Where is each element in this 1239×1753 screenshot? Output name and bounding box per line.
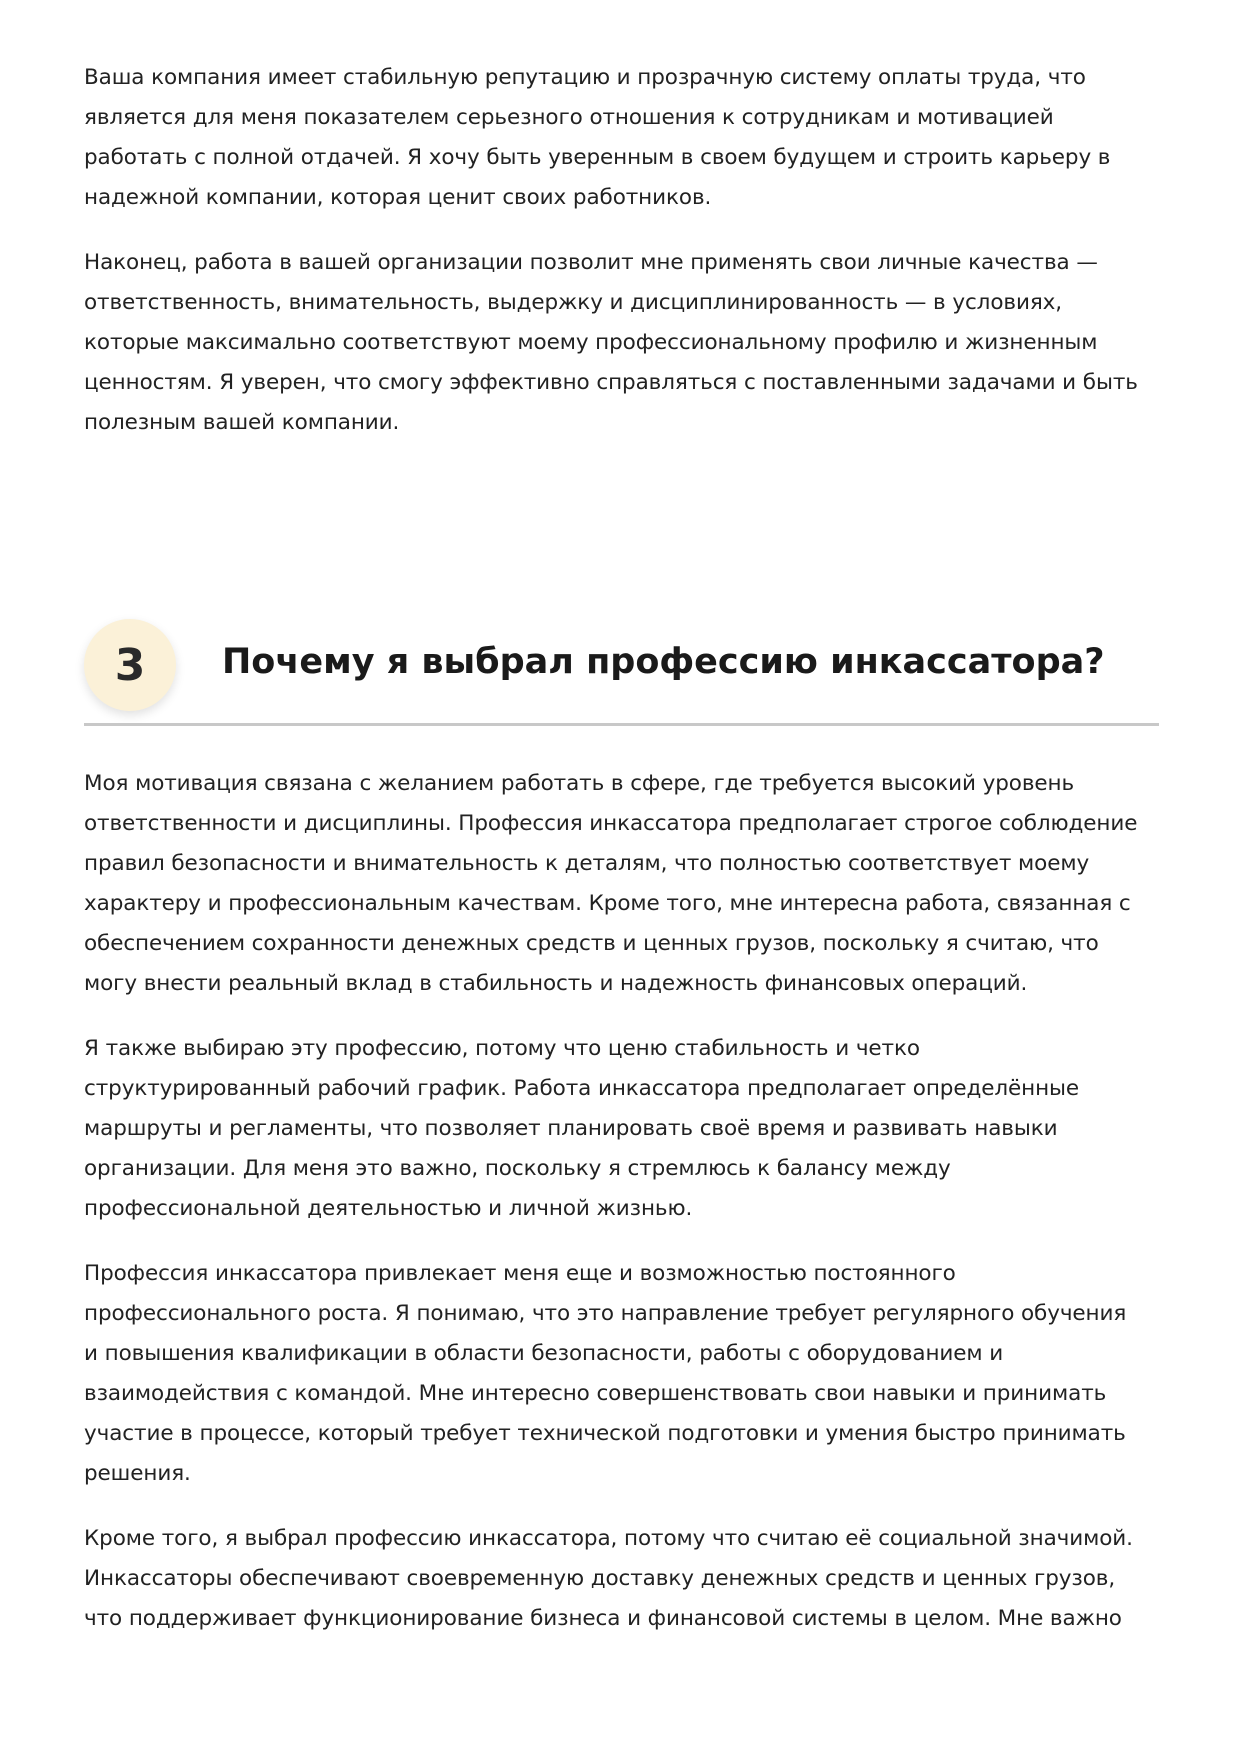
section-text-block xyxy=(84,764,1159,1664)
section-title: Почему я выбрал профессию инкассатора? xyxy=(222,642,1105,682)
paragraph: Наконец, работа в вашей организации позволит мне применять свои личные качества — ответственность, внимательность, выдержку и дисциплинированность — в условиях, которые максимально соответствуют моему профессиональному профилю и жизненным ценностям. Я уверен, что смогу эффективно справляться с поставленными задачами и быть полезным вашей компании. xyxy=(84,250,1138,435)
section-divider xyxy=(84,723,1159,726)
paragraph: Я также выбираю эту профессию, потому что ценю стабильность и четко структурированный рабочий график. Работа инкассатора предполагает определённые маршруты и регламенты, что позволяет планировать своё время и развивать навыки организации. Для меня это важно, поскольку я стремлюсь к балансу между профессиональной деятельностью и личной жизнью. xyxy=(84,1036,1080,1221)
intro-text-block xyxy=(84,58,1159,468)
section-header xyxy=(84,619,1159,724)
section-number-badge: 3 xyxy=(84,619,176,711)
paragraph: Ваша компания имеет стабильную репутацию и прозрачную систему оплаты труда, что является для меня показателем серьезного отношения к сотрудникам и мотивацией работать с полной отдачей. Я хочу быть уверенным в своем будущем и строить карьеру в надежной компании, которая ценит своих работников. xyxy=(84,65,1111,210)
paragraph: Кроме того, я выбрал профессию инкассатора, потому что считаю её социальной значимой. Инкассаторы обеспечивают своевременную доставку денежных средств и ценных грузов, что поддерживает функционирование бизнеса и финансовой системы в целом. Мне важно xyxy=(84,1526,1133,1631)
paragraph: Профессия инкассатора привлекает меня еще и возможностью постоянного профессионального роста. Я понимаю, что это направление требует регулярного обучения и повышения квалификации в области безопасности, работы с оборудованием и взаимодействия с командой. Мне интересно совершенствовать свои навыки и принимать участие в процессе, который требует технической подготовки и умения быстро принимать решения. xyxy=(84,1261,1127,1486)
paragraph: Моя мотивация связана с желанием работать в сфере, где требуется высокий уровень ответственности и дисциплины. Профессия инкассатора предполагает строгое соблюдение правил безопасности и внимательность к деталям, что полностью соответствует моему характеру и профессиональным качествам. Кроме того, мне интересна работа, связанная с обеспечением сохранности денежных средств и ценных грузов, поскольку я считаю, что могу внести реальный вклад в стабильность и надежность финансовых операций. xyxy=(84,771,1138,996)
